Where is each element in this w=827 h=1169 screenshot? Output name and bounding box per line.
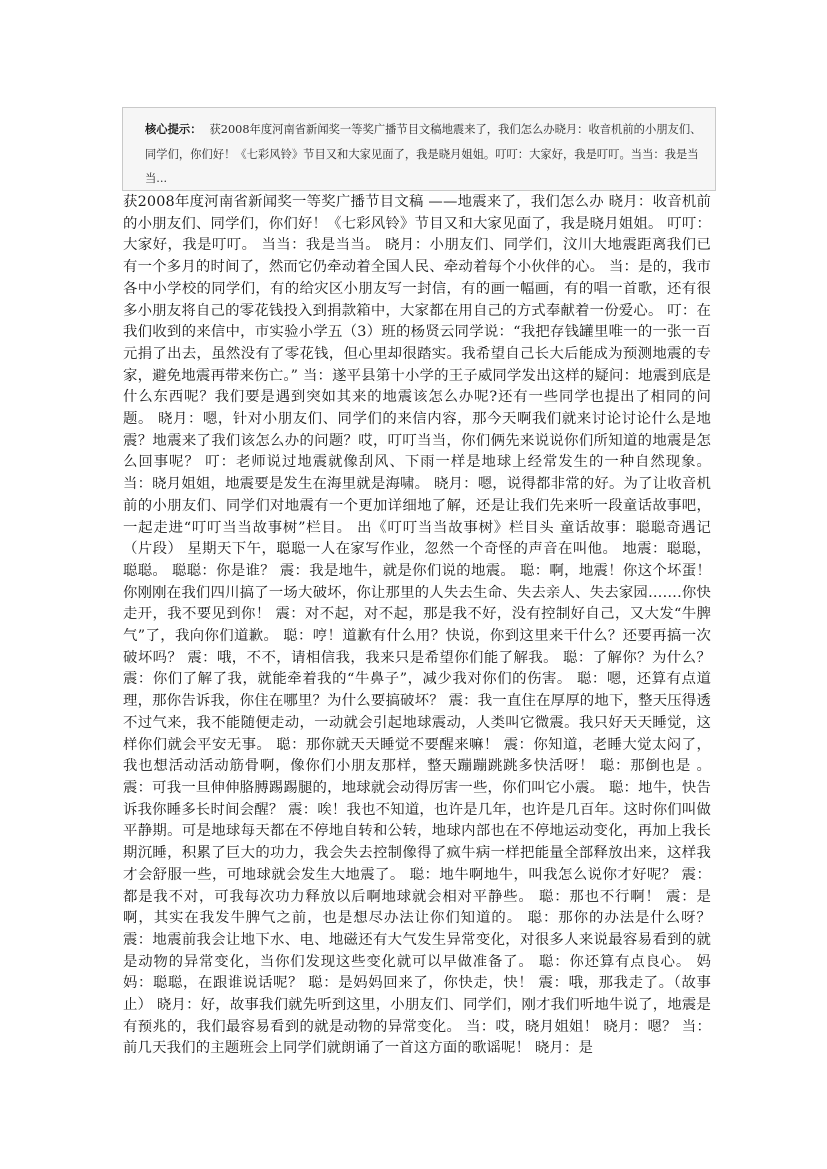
summary-text: 获2008年度河南省新闻奖一等奖广播节目文稿地震来了，我们怎么办晓月：收音机前的小朋友们、同学们，你们好！《七彩风铃》节目又和大家见面了，我是晓月姐姐。叮叮：大家好，我是叮叮。当当：我是当当... <box>145 123 702 185</box>
summary-box <box>122 107 716 191</box>
article-body: 获2008年度河南省新闻奖一等奖广播节目文稿 ——地震来了，我们怎么办 晓月：收音机前的小朋友们、同学们，你们好！《七彩风铃》节目又和大家见面了，我是晓月姐姐。 叮叮：大家好，我是叮叮。 当当：我是当当。 晓月：小朋友们、同学们，汶川大地震距离我们已有一个多月的时间了，然而它仍牵动着全国人民、牵动着每个小伙伴的心。 当：是的，我市各中小学校的同学们，有的给灾区小朋友写一封信，有的画一幅画，有的唱一首歌，还有很多小朋友将自己的零花钱投入到捐款箱中，大家都在用自己的方式奉献着一份爱心。 叮：在我们收到的来信中，市实验小学五（3）班的杨贤云同学说：“我把存钱罐里唯一的一张一百元捐了出去，虽然没有了零花钱，但心里却很踏实。我希望自己长大后能成为预测地震的专家，避免地震再带来伤亡。” 当：遂平县第十小学的王子威同学发出这样的疑问：地震到底是什么东西呢？我们要是遇到突如其来的地震该怎么办呢?还有一些同学也提出了相同的问题。 晓月：嗯，针对小朋友们、同学们的来信内容，那今天啊我们就来讨论讨论什么是地震？地震来了我们该怎么办的问题？哎，叮叮当当，你们俩先来说说你们所知道的地震是怎么回事呢？ 叮：老师说过地震就像刮风、下雨一样是地球上经常发生的一种自然现象。 当：晓月姐姐，地震要是发生在海里就是海啸。 晓月：嗯，说得都非常的好。为了让收音机前的小朋友们、同学们对地震有一个更加详细地了解，还是让我们先来听一段童话故事吧，一起走进“叮叮当当故事树”栏目。 出《叮叮当当故事树》栏目头 童话故事：聪聪奇遇记（片段） 星期天下午，聪聪一人在家写作业，忽然一个奇怪的声音在叫他。 地震：聪聪，聪聪。 聪聪：你是谁？ 震：我是地牛，就是你们说的地震。 聪：啊，地震！你这个坏蛋！你刚刚在我们四川搞了一场大破坏，你让那里的人失去生命、失去亲人、失去家园…….你快走开，我不要见到你！ 震：对不起，对不起，那是我不好，没有控制好自己，又大发“牛脾气”了，我向你们道歉。 聪：哼！道歉有什么用？快说，你到这里来干什么？还要再搞一次破坏吗？ 震：哦，不不，请相信我，我来只是希望你们能了解我。 聪：了解你？为什么？ 震：你们了解了我，就能牵着我的“牛鼻子”，减少我对你们的伤害。 聪：嗯，还算有点道理，那你告诉我，你住在哪里？为什么要搞破坏？ 震：我一直住在厚厚的地下，整天压得透不过气来，我不能随便走动，一动就会引起地球震动，人类叫它微震。我只好天天睡觉，这样你们就会平安无事。 聪：那你就天天睡觉不要醒来嘛！ 震：你知道，老睡大觉太闷了，我也想活动活动筋骨啊，像你们小朋友那样，整天蹦蹦跳跳多快活呀！ 聪：那倒也是 。 震：可我一旦伸伸胳膊踢踢腿的，地球就会动得厉害一些，你们叫它小震。 聪：地牛，快告诉我你睡多长时间会醒？ 震：唉！我也不知道，也许是几年，也许是几百年。这时你们叫做平静期。可是地球每天都在不停地自转和公转，地球内部也在不停地运动变化，再加上我长期沉睡，积累了巨大的功力，我会失去控制像得了疯牛病一样把能量全部释放出来，这样我才会舒服一些，可地球就会发生大地震了。 聪：地牛啊地牛，叫我怎么说你才好呢？ 震： 都是我不对，可我每次功力释放以后啊地球就会相对平静些。 聪：那也不行啊！ 震：是啊，其实在我发牛脾气之前，也是想尽办法让你们知道的。 聪：那你的办法是什么呀？ 震：地震前我会让地下水、电、地磁还有大气发生异常变化，对很多人来说最容易看到的就是动物的异常变化，当你们发现这些变化就可以早做准备了。 聪：你还算有点良心。 妈妈：聪聪，在跟谁说话呢？ 聪：是妈妈回来了，你快走，快！ 震：哦，那我走了。（故事止） 晓月：好，故事我们就先听到这里，小朋友们、同学们，刚才我们听地牛说了，地震是有预兆的，我们最容易看到的就是动物的异常变化。 当：哎，晓月姐姐！ 晓月：嗯？ 当：前几天我们的主题班会上同学们就朗诵了一首这方面的歌谣呢！ 晓月：是 <box>123 194 711 1057</box>
summary-label: 核心提示： <box>145 122 202 136</box>
